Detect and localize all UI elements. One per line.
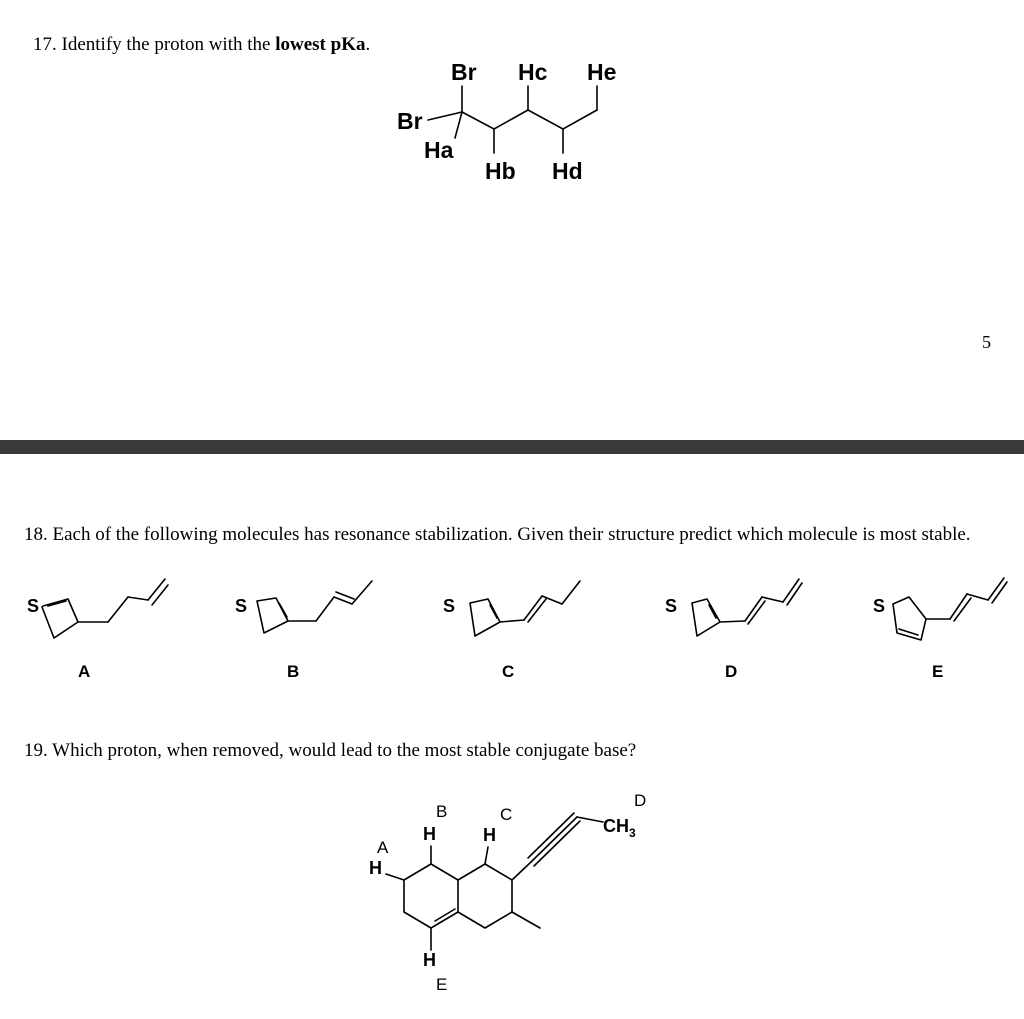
proton-19e: H <box>423 950 436 970</box>
label-18b: B <box>287 662 300 681</box>
proton-ha: Ha <box>424 137 454 163</box>
label-19c: C <box>500 805 513 824</box>
molecule-18d <box>665 579 802 681</box>
label-18c: C <box>502 662 515 681</box>
proton-he: He <box>587 59 617 85</box>
sulfur-c: S <box>443 596 456 616</box>
label-19d: D <box>634 791 647 810</box>
atom-br-left: Br <box>397 108 423 134</box>
proton-hd: Hd <box>552 158 583 184</box>
molecule-18e <box>873 578 1007 681</box>
molecule-18b <box>235 581 372 681</box>
proton-19a: H <box>369 858 382 878</box>
page-divider <box>0 440 1024 454</box>
proton-hc: Hc <box>518 59 548 85</box>
question-19: 19. Which proton, when removed, would lead to the most stable conjugate base? <box>24 740 637 761</box>
question-17-bold: lowest pKa <box>275 34 366 55</box>
label-18d: D <box>725 662 738 681</box>
molecule-18a <box>27 579 168 681</box>
sulfur-a: S <box>27 596 40 616</box>
label-18a: A <box>78 662 91 681</box>
molecule-18c <box>443 581 580 681</box>
label-19b: B <box>436 802 448 821</box>
label-18e: E <box>932 662 944 681</box>
label-19a: A <box>377 838 389 857</box>
question-17-text: 17. Identify the proton with the <box>33 34 276 55</box>
sulfur-b: S <box>235 596 248 616</box>
proton-19c: H <box>483 825 496 845</box>
sulfur-e: S <box>873 596 886 616</box>
proton-hb: Hb <box>485 158 516 184</box>
question-17-end: . <box>365 34 371 55</box>
atom-br-top: Br <box>451 59 477 85</box>
methyl-19d: $CH_3$ <box>603 816 636 840</box>
page-number: 5 <box>982 332 991 352</box>
sulfur-d: S <box>665 596 678 616</box>
label-19e: E <box>436 975 448 994</box>
question-18: 18. Each of the following molecules has resonance stabilization. Given their structure predict which molecule is most stable. <box>24 524 971 545</box>
molecule-19 <box>369 791 646 994</box>
proton-19b: H <box>423 824 436 844</box>
